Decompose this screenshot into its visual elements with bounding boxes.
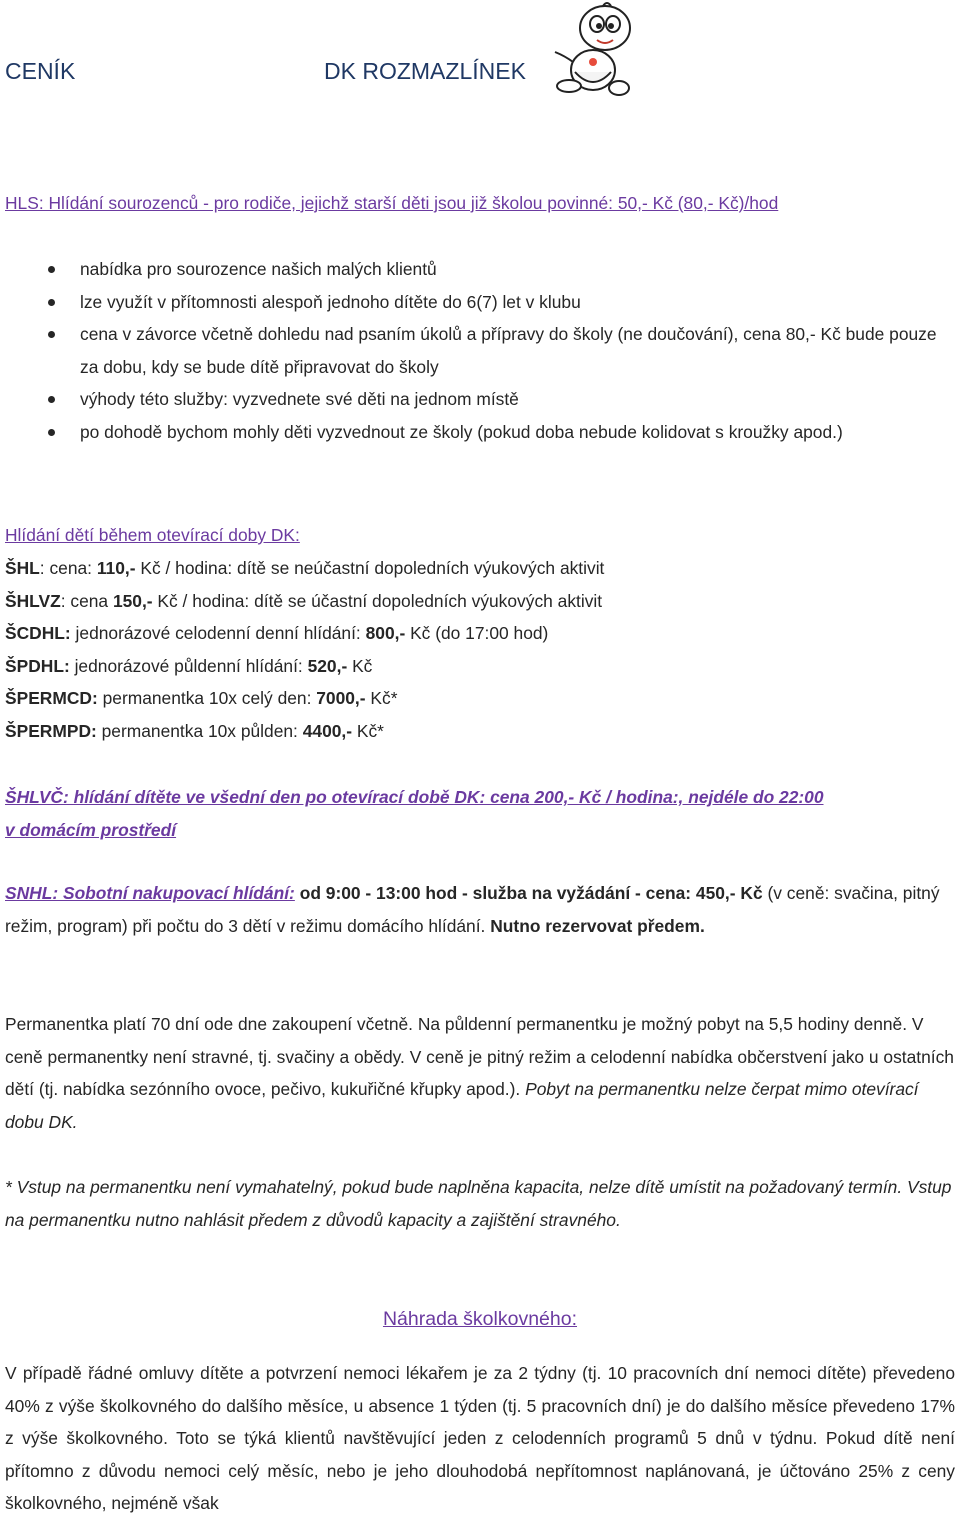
bullet-icon bbox=[48, 429, 55, 436]
permanentka-note: * Vstup na permanentku není vymahatelný, pokud bude naplněna kapacita, nelze dítě umístit na požadovaný termín. Vstup na permanentku nutno nahlásit předem z důvodů kapacity a zajištění stravného. bbox=[5, 1177, 952, 1230]
opening-heading: Hlídání dětí během otevírací doby DK: bbox=[5, 525, 300, 545]
baby-cartoon-icon bbox=[553, 0, 645, 104]
snhl-section: SNHL: Sobotní nakupovací hlídání: od 9:00 - 13:00 hod - služba na vyžádání - cena: 450,- Kč (v ceně: svačina, pitný režim, program) při počtu do 3 dětí v režimu domácího hlídání. Nutno rezervovat předem. bbox=[5, 883, 940, 936]
permanentka-section: Permanentka platí 70 dní ode dne zakoupení včetně. Na půldenní permanentku je možný pobyt na 5,5 hodiny denně. V ceně permanentky není stravné, tj. svačiny a obědy. V ceně je pitný režim a celodenní nabídka občerstvení jako u ostatních dětí (tj. nabídka sezónního ovoce, pečivo, kukuřičné křupky apod.). Pobyt na permanentku nelze čerpat mimo otevírací dobu DK. bbox=[5, 1014, 954, 1132]
price-row: ŠCDHL: jednorázové celodenní denní hlídání: 800,- Kč (do 17:00 hod) bbox=[5, 623, 549, 644]
hls-list bbox=[5, 253, 955, 449]
bullet-icon bbox=[48, 266, 55, 273]
price-row: ŠPERMPD: permanentka 10x půlden: 4400,- Kč* bbox=[5, 720, 384, 741]
price-row: ŠHL: cena: 110,- Kč / hodina: dítě se neúčastní dopoledních výukových aktivit bbox=[5, 558, 605, 578]
price-row: ŠPDHL: jednorázové půldenní hlídání: 520,- Kč bbox=[5, 655, 373, 676]
list-item: lze využít v přítomnosti alespoň jednoho dítěte do 6(7) let v klubu bbox=[5, 286, 955, 319]
hls-heading: HLS: Hlídání sourozenců - pro rodiče, jejichž starší děti jsou již školou povinné: 50,- Kč (80,- Kč)/hod bbox=[5, 193, 779, 213]
bullet-icon bbox=[48, 299, 55, 306]
bullet-icon bbox=[48, 396, 55, 403]
nahrada-text: V případě řádné omluvy dítěte a potvrzení nemoci lékařem je za 2 týdny (tj. 10 pracovních dní nemoci dítěte) převedeno 40% z výše školkovného do dalšího měsíce, u absence 1 týden (tj. 5 pracovních dní) je do dalšího měsíce převedeno 17% z výše školkovného. Toto se týká klientů navštěvující jeden z celodenních programů 5 dnů v týdnu. Pokud dítě není přítomno z důvodu nemoci celý měsíc, nebo je jeho dlouhodobá nepřítomnost naplánovaná, je účtováno 25% z ceny školkovného, nejméně však bbox=[5, 1363, 955, 1514]
list-item: nabídka pro sourozence našich malých klientů bbox=[5, 253, 955, 286]
list-item: po dohodě bychom mohly děti vyzvednout ze školy (pokud doba nebude kolidovat s kroužky apod.) bbox=[5, 416, 955, 449]
club-name: DK ROZMAZLÍNEK bbox=[324, 58, 526, 84]
shlvc-section: ŠHLVČ: hlídání dítěte ve všední den po otevírací době DK: cena 200,- Kč / hodina:, nejdéle do 22:00 v domácím prostředí bbox=[5, 787, 824, 840]
list-item: cena v závorce včetně dohledu nad psaním úkolů a přípravy do školy (ne doučování), cena 80,- Kč bude pouze za dobu, kdy se bude dítě připravovat do školy bbox=[5, 318, 955, 383]
snhl-label: SNHL: Sobotní nakupovací hlídání: bbox=[5, 883, 295, 903]
price-row: ŠPERMCD: permanentka 10x celý den: 7000,- Kč* bbox=[5, 688, 398, 709]
nahrada-heading: Náhrada školkovného: bbox=[382, 1308, 578, 1330]
bullet-icon bbox=[48, 331, 55, 338]
price-rows bbox=[5, 552, 955, 748]
price-row: ŠHLVZ: cena 150,- Kč / hodina: dítě se účastní dopoledních výukových aktivit bbox=[5, 590, 603, 611]
page-title: CENÍK bbox=[5, 58, 76, 84]
list-item: výhody této služby: vyzvednete své děti na jednom místě bbox=[5, 383, 955, 416]
